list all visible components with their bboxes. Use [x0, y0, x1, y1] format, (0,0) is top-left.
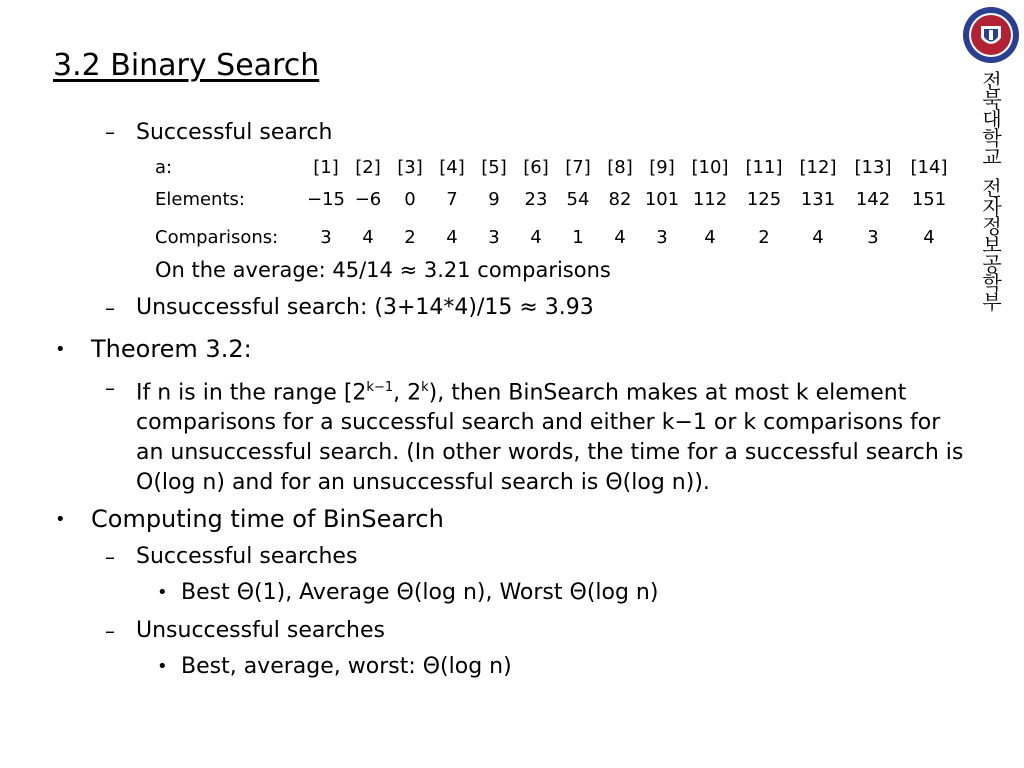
successful-searches-heading: Successful searches [136, 544, 358, 569]
theorem-sup-upper: k [421, 380, 429, 395]
comparison-cell: 2 [758, 227, 770, 248]
bullet-marker: • [157, 582, 168, 603]
comparison-cell: 4 [614, 227, 626, 248]
dash-marker: – [105, 120, 115, 144]
university-name-line2: 전자정보공학부 [982, 176, 1002, 314]
comparison-cell: 3 [488, 227, 500, 248]
element-cell: 9 [488, 189, 500, 210]
university-name-line1: 전북대학교 [982, 69, 1002, 169]
element-cell: 7 [446, 189, 458, 210]
index-cell: [7] [565, 157, 591, 178]
element-cell: 151 [911, 189, 947, 210]
comparison-cell: 4 [812, 227, 824, 248]
theorem-statement [136, 373, 966, 498]
comparison-cell: 4 [923, 227, 935, 248]
index-cell: [10] [691, 157, 729, 178]
index-cell: [4] [439, 157, 465, 178]
element-cell: 0 [404, 189, 416, 210]
comparison-cell: 3 [656, 227, 668, 248]
comparison-cell: 4 [362, 227, 374, 248]
dash-marker: – [105, 376, 115, 400]
comparison-cell: 3 [867, 227, 879, 248]
index-row [155, 157, 957, 178]
index-cell: [11] [745, 157, 783, 178]
index-label: a: [155, 157, 173, 178]
index-cell: [1] [313, 157, 339, 178]
elements-row [155, 189, 957, 210]
theorem-sup-lower: k−1 [366, 380, 394, 395]
comparison-cell: 4 [704, 227, 716, 248]
theorem-heading: Theorem 3.2: [91, 335, 252, 363]
element-cell: 54 [566, 189, 590, 210]
unsuccessful-search-text: Unsuccessful search: (3+14*4)/15 ≈ 3.93 [136, 295, 594, 320]
element-cell: 125 [746, 189, 782, 210]
index-cell: [12] [799, 157, 837, 178]
dash-marker: – [105, 619, 115, 643]
index-cell: [14] [910, 157, 948, 178]
comparison-cell: 1 [572, 227, 584, 248]
element-cell: 112 [692, 189, 728, 210]
slide-title: 3.2 Binary Search [53, 48, 320, 83]
successful-searches-detail: Best Θ(1), Average Θ(log n), Worst Θ(log n) [181, 580, 659, 605]
dash-marker: – [105, 545, 115, 569]
bullet-marker: • [55, 509, 66, 530]
dash-marker: – [105, 296, 115, 320]
element-cell: 101 [644, 189, 680, 210]
successful-search-heading: Successful search [136, 120, 333, 145]
university-name [979, 69, 1005, 314]
element-cell: 82 [608, 189, 632, 210]
bullet-marker: • [157, 656, 168, 677]
theorem-text-before: If n is in the range [2 [136, 380, 367, 406]
index-cell: [13] [854, 157, 892, 178]
index-cell: [2] [355, 157, 381, 178]
unsuccessful-searches-heading: Unsuccessful searches [136, 618, 385, 643]
element-cell: −15 [307, 189, 345, 210]
element-cell: 142 [855, 189, 891, 210]
theorem-text-mid: , 2 [393, 380, 422, 406]
theorem-text-after: ), then BinSearch makes at most k element comparisons for a successful search and either k−1 or k comparisons for an unsuccessful search. (In other words, the time for a successful search is O(log n) and for an unsuccessful search is Θ(log n)). [136, 380, 964, 496]
unsuccessful-searches-detail: Best, average, worst: Θ(log n) [181, 654, 512, 679]
index-cell: [9] [649, 157, 675, 178]
comparison-cell: 4 [446, 227, 458, 248]
comparisons-label: Comparisons: [155, 227, 279, 248]
bullet-marker: • [55, 339, 66, 360]
average-comparisons: On the average: 45/14 ≈ 3.21 comparisons [155, 258, 611, 282]
index-cell: [8] [607, 157, 633, 178]
university-seal-icon [962, 6, 1020, 64]
elements-label: Elements: [155, 189, 245, 210]
comparison-cell: 3 [320, 227, 332, 248]
index-cell: [6] [523, 157, 549, 178]
computing-time-heading: Computing time of BinSearch [91, 505, 444, 533]
comparison-cell: 2 [404, 227, 416, 248]
index-cell: [5] [481, 157, 507, 178]
element-cell: 131 [800, 189, 836, 210]
comparisons-row [155, 227, 957, 248]
index-cell: [3] [397, 157, 423, 178]
comparison-cell: 4 [530, 227, 542, 248]
element-cell: −6 [354, 189, 382, 210]
element-cell: 23 [524, 189, 548, 210]
